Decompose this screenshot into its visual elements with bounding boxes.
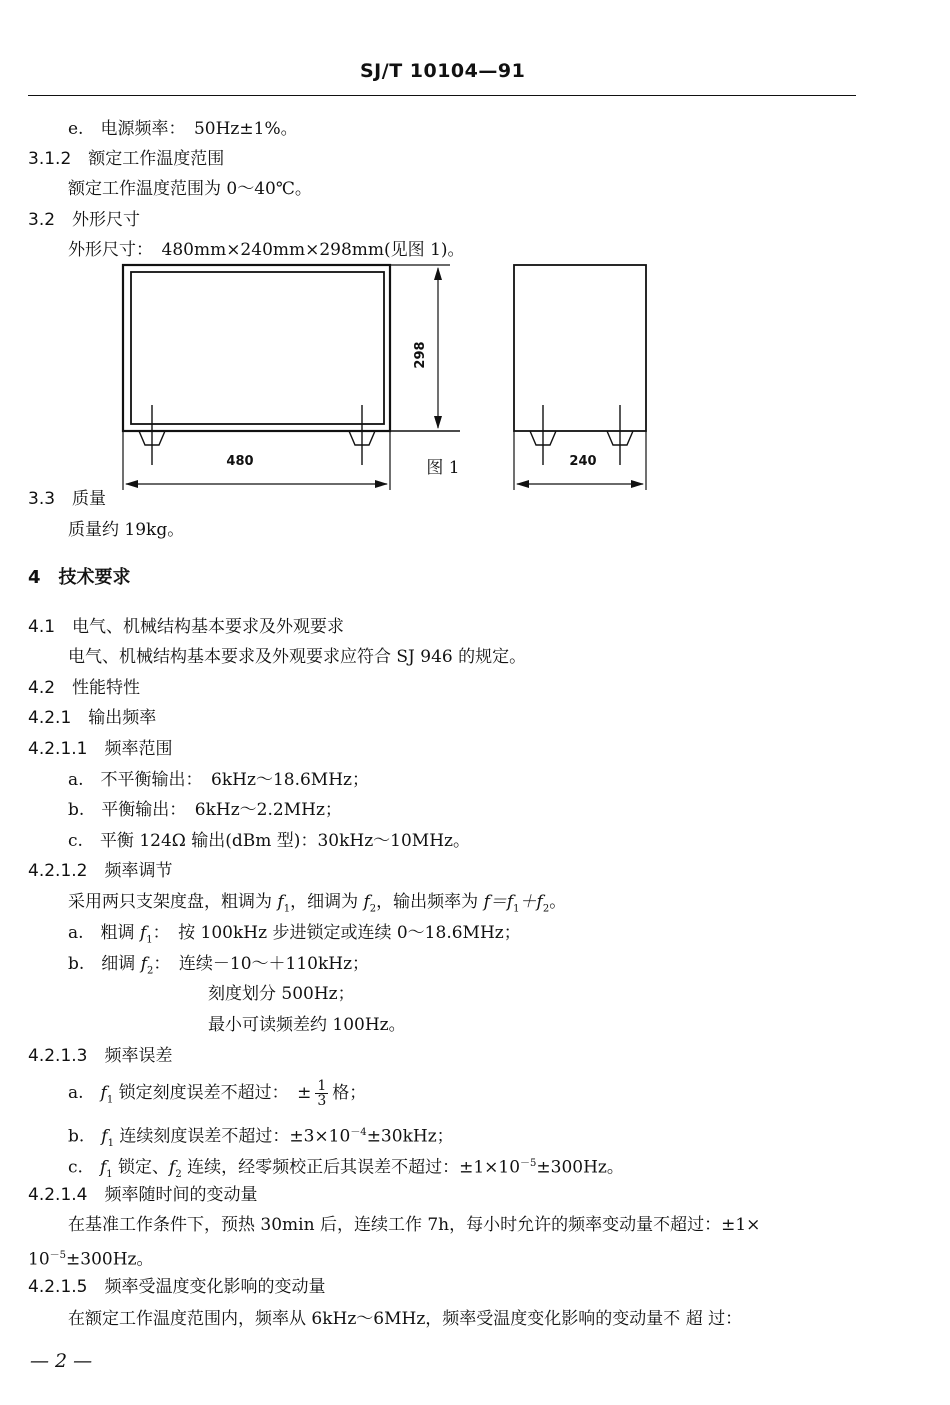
line-dimensions: 外形尺寸： 480mm×240mm×298mm(见图 1)。: [68, 240, 465, 260]
heading-3-3: 3.3 质量: [28, 489, 107, 509]
line-balanced-output: b. 平衡输出： 6kHz～2.2MHz；: [68, 800, 342, 820]
line-mass: 质量约 19kg。: [68, 520, 185, 540]
heading-4: 4 技术要求: [28, 567, 131, 588]
dim-height-label: 298: [413, 341, 428, 369]
line-power-frequency: e. 电源频率： 50Hz±1%。: [68, 119, 298, 139]
line-scale-division: 刻度划分 500Hz；: [208, 984, 355, 1004]
dim-width-label: 480: [226, 454, 254, 469]
dim-depth-label: 240: [569, 454, 597, 469]
header-rule: [28, 95, 856, 96]
line-continuous-scale-error: b. $f_1$ 连续刻度误差不超过：$\pm 3\times 10^{-4}\pm 30kHz$；: [68, 1126, 454, 1150]
heading-4-2-1-2: 4.2.1.2 频率调节: [28, 861, 173, 881]
fraction-one-third: $\frac{1}{3}$: [317, 1078, 327, 1109]
front-view-inner: [131, 272, 384, 424]
heading-4-2-1: 4.2.1 输出频率: [28, 708, 157, 728]
heading-4-2: 4.2 性能特性: [28, 678, 141, 698]
line-locked-scale-error: a. $f_1$ 锁定刻度误差不超过： ± $\frac{1}{3}$ 格；: [68, 1078, 367, 1109]
figure-caption: 图 1: [426, 458, 460, 478]
front-view-outer: [123, 265, 390, 431]
line-temp-range: 额定工作温度范围为 0～40℃。: [68, 179, 312, 199]
line-time-drift: 在基准工作条件下，预热 30min 后，连续工作 7h，每小时允许的频率变动量不超过：±1×: [68, 1215, 761, 1235]
line-frequency-adjust: 采用两只支架度盘，粗调为 $f_1$，细调为 $f_2$，输出频率为 $f=f_1+f_2$。: [68, 892, 567, 915]
line-temperature-drift: 在额定工作温度范围内，频率从 6kHz～6MHz，频率受温度变化影响的变动量不 超 过：: [68, 1309, 743, 1329]
line-zero-calibration-error: c. $f_1$ 锁定、$f_2$ 连续，经零频校正后其误差不超过：$\pm 1\times 10^{-5}\pm 300Hz$。: [68, 1157, 624, 1181]
heading-4-1: 4.1 电气、机械结构基本要求及外观要求: [28, 617, 345, 637]
heading-4-2-1-1: 4.2.1.1 频率范围: [28, 739, 173, 759]
side-view-outline: [514, 265, 646, 431]
line-min-readable: 最小可读频差约 100Hz。: [208, 1015, 406, 1035]
line-dbm-output: c. 平衡 124Ω 输出(dBm 型)：30kHz～10MHz。: [68, 831, 470, 851]
heading-4-2-1-4: 4.2.1.4 频率随时间的变动量: [28, 1185, 258, 1205]
line-fine-adjust: b. 细调 $f_2$： 连续－10～＋110kHz；: [68, 954, 370, 977]
page-number: — 2 —: [30, 1350, 93, 1372]
heading-3-2: 3.2 外形尺寸: [28, 210, 141, 230]
line-time-drift-cont: $10^{-5}\pm 300Hz$。: [28, 1249, 154, 1270]
line-coarse-adjust: a. 粗调 $f_1$： 按 100kHz 步进锁定或连续 0～18.6MHz；: [68, 923, 521, 946]
standard-code-header: SJ/T 10104—91: [360, 60, 526, 82]
line-basic-requirements: 电气、机械结构基本要求及外观要求应符合 SJ 946 的规定。: [68, 647, 527, 667]
heading-4-2-1-5: 4.2.1.5 频率受温度变化影响的变动量: [28, 1277, 326, 1297]
heading-3-1-2: 3.1.2 额定工作温度范围: [28, 149, 225, 169]
heading-4-2-1-3: 4.2.1.3 频率误差: [28, 1046, 173, 1066]
line-unbalanced-output: a. 不平衡输出： 6kHz～18.6MHz；: [68, 770, 369, 790]
